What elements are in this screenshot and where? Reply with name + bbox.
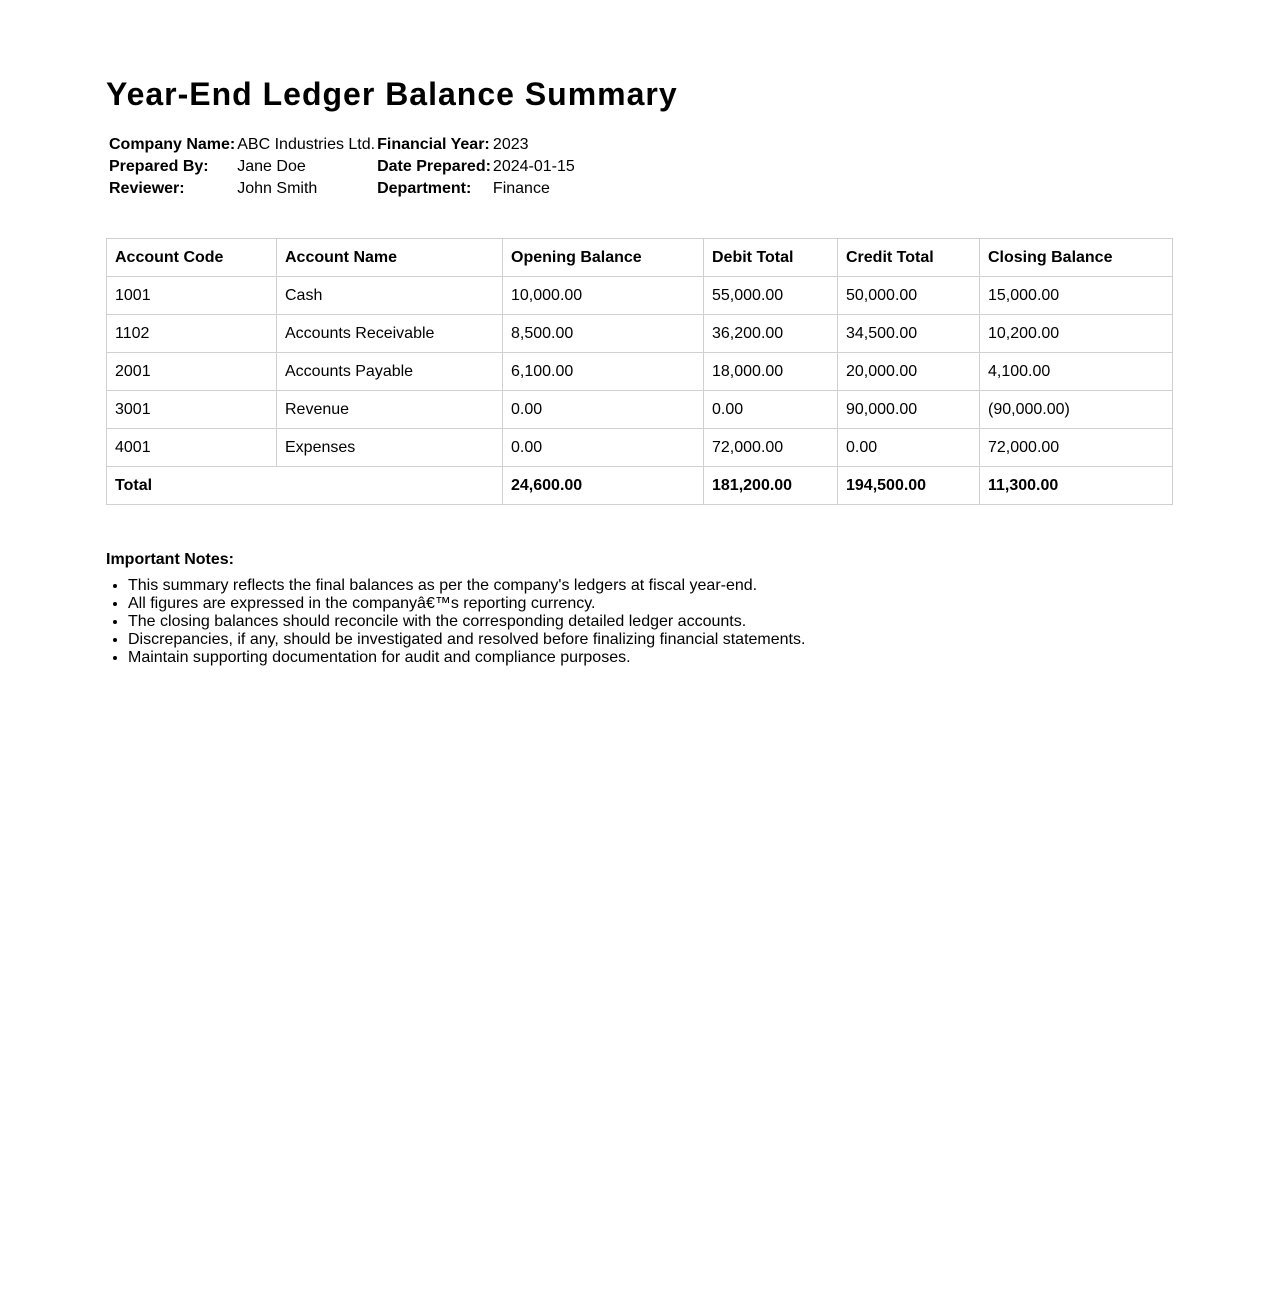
cell-debit-total: 0.00 [704,391,838,429]
cell-opening-balance: 6,100.00 [503,353,704,391]
note-item: • All figures are expressed in the companyâ€™s reporting currency. [128,595,1168,613]
cell-opening-balance: 0.00 [503,429,704,467]
financial-year-label: Financial Year: [377,136,490,153]
table-row [107,315,1173,353]
cell-debit-total: 72,000.00 [704,429,838,467]
table-header-row [107,239,1173,277]
cell-debit-total: 36,200.00 [704,315,838,353]
prepared-by-value: Jane Doe [237,158,306,175]
cell-opening-balance: 10,000.00 [503,277,704,315]
cell-account-name: Accounts Payable [277,353,503,391]
cell-account-code: 4001 [107,429,277,467]
table-row [107,353,1173,391]
company-name-value: ABC Industries Ltd. [237,136,376,153]
document-info-table [107,134,577,200]
notes-list [106,577,1168,667]
cell-closing-balance: 10,200.00 [980,315,1173,353]
header-account-name: Account Name [277,239,503,277]
date-prepared-value: 2024-01-15 [492,158,575,175]
reviewer-label: Reviewer: [109,180,185,197]
total-debit: 181,200.00 [704,467,838,505]
table-row [107,277,1173,315]
cell-account-code: 3001 [107,391,277,429]
cell-opening-balance: 8,500.00 [503,315,704,353]
cell-closing-balance: 15,000.00 [980,277,1173,315]
page-title: Year-End Ledger Balance Summary [106,76,678,112]
note-item: • Maintain supporting documentation for audit and compliance purposes. [128,649,1168,667]
cell-closing-balance: (90,000.00) [980,391,1173,429]
company-name-label: Company Name: [109,136,236,153]
cell-credit-total: 20,000.00 [838,353,980,391]
cell-debit-total: 55,000.00 [704,277,838,315]
prepared-by-label: Prepared By: [109,158,209,175]
header-account-code: Account Code [107,239,277,277]
ledger-balance-table [106,238,1173,505]
table-row [107,391,1173,429]
note-item: • Discrepancies, if any, should be investigated and resolved before finalizing financial statements. [128,631,1168,649]
cell-account-code: 1102 [107,315,277,353]
cell-debit-total: 18,000.00 [704,353,838,391]
cell-account-name: Accounts Receivable [277,315,503,353]
info-row [109,134,575,156]
cell-closing-balance: 72,000.00 [980,429,1173,467]
note-item: • The closing balances should reconcile with the corresponding detailed ledger accounts. [128,613,1168,631]
cell-credit-total: 34,500.00 [838,315,980,353]
total-opening-balance: 24,600.00 [503,467,704,505]
header-opening-balance: Opening Balance [503,239,704,277]
header-credit-total: Credit Total [838,239,980,277]
cell-account-name: Revenue [277,391,503,429]
header-closing-balance: Closing Balance [980,239,1173,277]
total-label: Total [107,467,503,505]
cell-account-name: Expenses [277,429,503,467]
note-item: • This summary reflects the final balances as per the company's ledgers at fiscal year-end. [128,577,1168,595]
cell-opening-balance: 0.00 [503,391,704,429]
reviewer-value: John Smith [237,180,318,197]
cell-closing-balance: 4,100.00 [980,353,1173,391]
total-row [107,467,1173,505]
cell-account-code: 2001 [107,353,277,391]
info-row [109,178,575,200]
date-prepared-label: Date Prepared: [377,158,491,175]
cell-credit-total: 50,000.00 [838,277,980,315]
cell-credit-total: 0.00 [838,429,980,467]
financial-year-value: 2023 [492,136,529,153]
cell-credit-total: 90,000.00 [838,391,980,429]
cell-account-code: 1001 [107,277,277,315]
cell-account-name: Cash [277,277,503,315]
header-debit-total: Debit Total [704,239,838,277]
table-row [107,429,1173,467]
total-closing-balance: 11,300.00 [980,467,1173,505]
total-credit: 194,500.00 [838,467,980,505]
info-row [109,156,575,178]
notes-heading: Important Notes: [106,551,234,568]
department-value: Finance [492,180,550,197]
department-label: Department: [377,180,472,197]
